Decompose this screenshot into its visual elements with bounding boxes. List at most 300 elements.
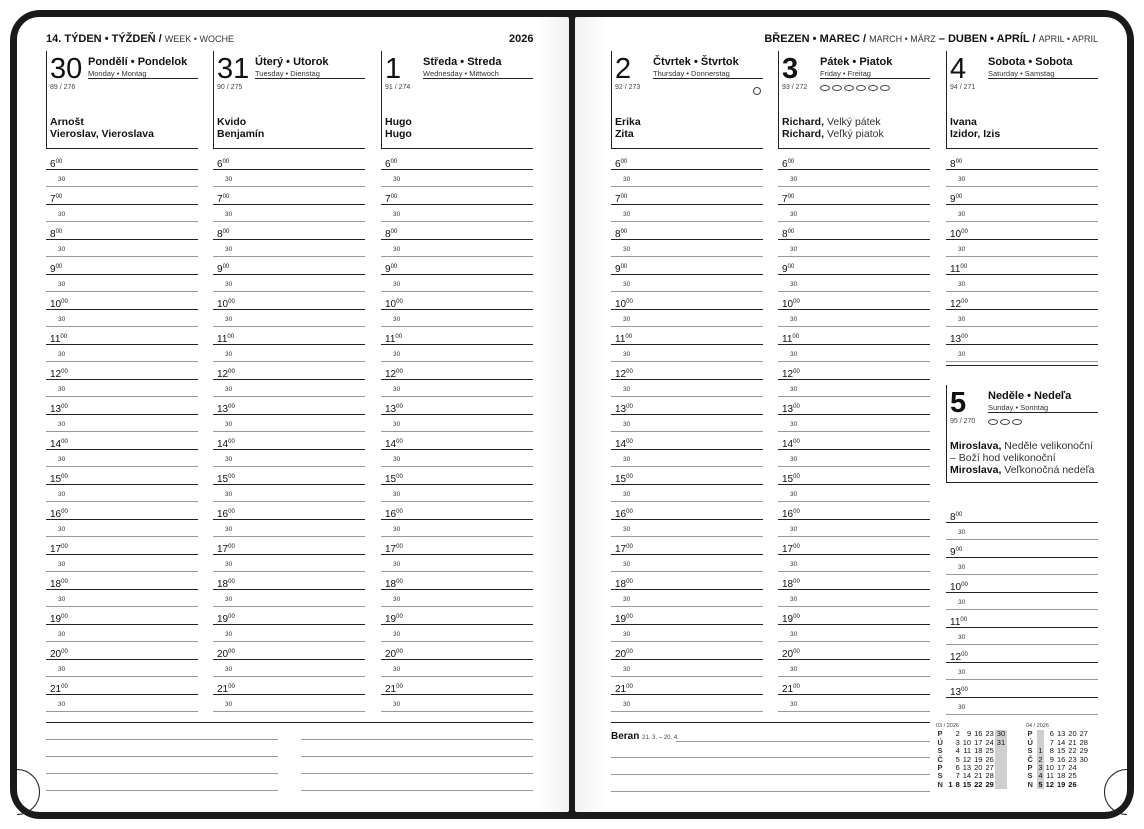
half-hour-line bbox=[946, 256, 1098, 257]
hour-minutes: 00 bbox=[626, 439, 633, 445]
day-name: Středa • Streda bbox=[423, 56, 502, 68]
hour-line bbox=[213, 239, 365, 240]
half-hour-label: 30 bbox=[393, 176, 401, 183]
half-hour-label: 30 bbox=[790, 456, 798, 463]
holiday-symbols bbox=[820, 85, 890, 91]
mini-calendar-date: 16 bbox=[974, 729, 983, 739]
half-hour-line bbox=[213, 221, 365, 222]
half-hour-line bbox=[213, 501, 365, 502]
hour-minutes: 00 bbox=[390, 159, 398, 165]
hour-minutes: 00 bbox=[228, 544, 235, 550]
hour-minutes: 00 bbox=[620, 159, 628, 165]
mini-calendar-date: 17 bbox=[1056, 763, 1066, 773]
day-number: 2 bbox=[615, 53, 632, 85]
half-hour-line bbox=[778, 466, 930, 467]
hour-value: 21 bbox=[385, 684, 397, 695]
mini-calendar-date: 20 bbox=[974, 763, 983, 773]
half-hour-line bbox=[778, 676, 930, 677]
half-hour-label: 30 bbox=[623, 386, 631, 393]
hour-minutes: 00 bbox=[961, 299, 968, 305]
mini-calendar-date bbox=[995, 764, 1006, 772]
hour-value: 20 bbox=[615, 649, 627, 660]
half-hour-label: 30 bbox=[58, 281, 66, 288]
half-hour-line bbox=[946, 326, 1098, 327]
half-hour-label: 30 bbox=[623, 666, 631, 673]
half-hour-label: 30 bbox=[58, 211, 66, 218]
nameday-sk: Benjamín bbox=[217, 128, 265, 140]
day-box-left bbox=[381, 51, 382, 148]
mini-calendar-date bbox=[995, 772, 1006, 780]
hour-minutes: 00 bbox=[626, 614, 633, 620]
half-hour-label: 30 bbox=[393, 491, 401, 498]
day-name: Úterý • Utorok bbox=[255, 56, 329, 68]
hour-value: 16 bbox=[782, 509, 794, 520]
hour-line bbox=[46, 344, 198, 345]
hour-minutes: 00 bbox=[961, 687, 968, 693]
hour-value: 8 bbox=[950, 159, 956, 170]
hour-minutes: 00 bbox=[955, 194, 963, 200]
hour-line bbox=[778, 344, 930, 345]
half-hour-label: 30 bbox=[393, 281, 401, 288]
half-hour-label: 30 bbox=[225, 351, 233, 358]
hour-line bbox=[946, 169, 1098, 170]
hour-value: 15 bbox=[782, 474, 794, 485]
hour-value: 12 bbox=[950, 299, 962, 310]
hour-value: 16 bbox=[50, 509, 62, 520]
half-hour-label: 30 bbox=[225, 386, 233, 393]
hour-minutes: 00 bbox=[626, 369, 633, 375]
hour-minutes: 00 bbox=[228, 509, 235, 515]
hour-value: 13 bbox=[385, 404, 397, 415]
mini-calendar-march bbox=[936, 722, 1007, 789]
mini-calendar-date: 3 bbox=[1038, 763, 1043, 773]
day-name-foreign: Thursday • Donnerstag bbox=[653, 69, 730, 78]
hour-line bbox=[46, 414, 198, 415]
country-symbol-icon bbox=[1000, 419, 1010, 425]
hour-line bbox=[381, 274, 533, 275]
hour-line bbox=[46, 694, 198, 695]
hour-value: 11 bbox=[615, 334, 626, 345]
hour-value: 12 bbox=[217, 369, 229, 380]
nameday-person: Miroslava, bbox=[950, 464, 1002, 476]
half-hour-label: 30 bbox=[623, 456, 631, 463]
day-name-underline bbox=[988, 412, 1098, 413]
half-hour-line bbox=[46, 711, 198, 712]
hour-value: 20 bbox=[217, 649, 229, 660]
mini-calendar-date: 28 bbox=[985, 771, 994, 781]
smile-icon bbox=[753, 87, 761, 95]
hour-line bbox=[946, 274, 1098, 275]
hour-line bbox=[213, 659, 365, 660]
mini-calendar-date bbox=[947, 756, 954, 764]
mini-calendar-date: 16 bbox=[1056, 754, 1066, 764]
hour-line bbox=[213, 589, 365, 590]
mini-calendar-date: 23 bbox=[1068, 754, 1077, 764]
hour-value: 19 bbox=[615, 614, 627, 625]
saturday-end-line bbox=[946, 365, 1098, 366]
half-hour-line bbox=[381, 221, 533, 222]
hour-line bbox=[611, 379, 763, 380]
nameday-sk: Izidor, Izis bbox=[950, 128, 1001, 140]
half-hour-label: 30 bbox=[393, 316, 401, 323]
hour-minutes: 00 bbox=[620, 229, 628, 235]
hour-minutes: 00 bbox=[626, 544, 633, 550]
hour-line bbox=[381, 694, 533, 695]
half-hour-label: 30 bbox=[623, 491, 631, 498]
half-hour-label: 30 bbox=[623, 596, 631, 603]
nameday-cz: Kvido bbox=[217, 116, 247, 128]
hour-minutes: 00 bbox=[227, 334, 235, 340]
hour-value: 11 bbox=[217, 334, 228, 345]
hour-line bbox=[778, 204, 930, 205]
mini-calendar-day-label: S bbox=[1027, 746, 1033, 756]
half-hour-label: 30 bbox=[393, 526, 401, 533]
day-of-year: 90 / 275 bbox=[217, 84, 243, 91]
half-hour-line bbox=[946, 714, 1098, 715]
half-hour-label: 30 bbox=[393, 351, 401, 358]
half-hour-line bbox=[213, 536, 365, 537]
hour-minutes: 00 bbox=[626, 474, 633, 480]
hour-value: 10 bbox=[615, 299, 627, 310]
half-hour-line bbox=[213, 291, 365, 292]
half-hour-line bbox=[46, 361, 198, 362]
mini-calendar-date: 17 bbox=[974, 737, 983, 747]
day-number: 4 bbox=[950, 53, 967, 85]
notes-line bbox=[301, 790, 533, 791]
half-hour-label: 30 bbox=[225, 211, 233, 218]
hour-minutes: 00 bbox=[626, 299, 633, 305]
hour-value: 17 bbox=[782, 544, 794, 555]
mini-calendar-date: 8 bbox=[1049, 746, 1054, 756]
half-hour-label: 30 bbox=[623, 631, 631, 638]
hour-line bbox=[778, 519, 930, 520]
hour-minutes: 00 bbox=[955, 512, 963, 518]
mini-calendar-date: 8 bbox=[955, 779, 960, 789]
hour-minutes: 00 bbox=[961, 652, 968, 658]
hour-minutes: 00 bbox=[955, 547, 963, 553]
hour-minutes: 00 bbox=[793, 579, 800, 585]
mini-calendar-date bbox=[947, 730, 954, 738]
hour-value: 12 bbox=[782, 369, 794, 380]
hour-line bbox=[778, 694, 930, 695]
mini-calendar-date: 9 bbox=[966, 729, 972, 739]
half-hour-line bbox=[213, 256, 365, 257]
hour-line bbox=[611, 449, 763, 450]
hour-minutes: 00 bbox=[55, 229, 63, 235]
hour-value: 8 bbox=[782, 229, 788, 240]
hour-line bbox=[46, 379, 198, 380]
hour-line bbox=[778, 239, 930, 240]
nameday-cz: Hugo bbox=[385, 116, 412, 128]
mini-calendar-title: 03 / 2026 bbox=[936, 723, 959, 729]
holiday-cz-cont: – Boží hod velikonoční bbox=[950, 452, 1056, 464]
half-hour-label: 30 bbox=[958, 246, 966, 253]
half-hour-line bbox=[381, 676, 533, 677]
half-hour-label: 30 bbox=[623, 176, 631, 183]
hour-minutes: 00 bbox=[390, 264, 398, 270]
hour-line bbox=[46, 204, 198, 205]
hour-minutes: 00 bbox=[793, 614, 800, 620]
hour-value: 20 bbox=[50, 649, 62, 660]
half-hour-line bbox=[381, 361, 533, 362]
hour-minutes: 00 bbox=[793, 404, 800, 410]
hour-value: 14 bbox=[615, 439, 627, 450]
mini-calendar-date: 10 bbox=[962, 737, 972, 747]
mini-calendar-date bbox=[1037, 730, 1044, 738]
half-hour-label: 30 bbox=[790, 526, 798, 533]
hour-minutes: 00 bbox=[61, 614, 68, 620]
half-hour-label: 30 bbox=[225, 316, 233, 323]
hour-value: 9 bbox=[217, 264, 223, 275]
mini-calendar-date bbox=[947, 764, 954, 772]
mini-calendar-date: 6 bbox=[955, 763, 960, 773]
day-of-year: 94 / 271 bbox=[950, 84, 976, 91]
day-name-foreign: Tuesday • Dienstag bbox=[255, 69, 320, 78]
hour-minutes: 00 bbox=[793, 649, 800, 655]
hour-value: 18 bbox=[385, 579, 397, 590]
hour-minutes: 00 bbox=[228, 299, 235, 305]
half-hour-line bbox=[46, 221, 198, 222]
hour-value: 8 bbox=[50, 229, 56, 240]
half-hour-label: 30 bbox=[623, 701, 631, 708]
mini-calendar-date bbox=[995, 747, 1006, 755]
hour-value: 12 bbox=[50, 369, 62, 380]
mini-calendar-date bbox=[1078, 764, 1089, 772]
hour-line bbox=[46, 449, 198, 450]
hour-line bbox=[381, 414, 533, 415]
mini-calendar-date: 22 bbox=[1068, 746, 1077, 756]
half-hour-label: 30 bbox=[790, 701, 798, 708]
hour-minutes: 00 bbox=[792, 334, 800, 340]
hour-minutes: 00 bbox=[228, 579, 235, 585]
half-hour-label: 30 bbox=[393, 456, 401, 463]
half-hour-line bbox=[778, 326, 930, 327]
half-hour-label: 30 bbox=[790, 386, 798, 393]
half-hour-line bbox=[611, 326, 763, 327]
hour-minutes: 00 bbox=[787, 229, 795, 235]
notes-line bbox=[46, 773, 278, 774]
mini-calendar-day-label: N bbox=[937, 779, 943, 789]
hour-value: 13 bbox=[950, 687, 962, 698]
hour-line bbox=[778, 169, 930, 170]
zodiac-range: 21. 3. – 20. 4. bbox=[642, 735, 679, 741]
hour-minutes: 00 bbox=[396, 369, 403, 375]
hour-minutes: 00 bbox=[961, 229, 968, 235]
right-corner-decoration bbox=[1104, 769, 1144, 815]
mini-calendar-date bbox=[1078, 781, 1089, 789]
nameday-cz: Ivana bbox=[950, 116, 977, 128]
hour-minutes: 00 bbox=[787, 264, 795, 270]
half-hour-line bbox=[46, 501, 198, 502]
hour-value: 7 bbox=[50, 194, 56, 205]
half-hour-line bbox=[611, 186, 763, 187]
notes-line bbox=[46, 739, 278, 740]
half-hour-line bbox=[946, 679, 1098, 680]
half-hour-line bbox=[46, 256, 198, 257]
hour-value: 8 bbox=[615, 229, 621, 240]
half-hour-line bbox=[611, 641, 763, 642]
half-hour-label: 30 bbox=[225, 526, 233, 533]
hour-line bbox=[778, 659, 930, 660]
day-name-underline bbox=[820, 78, 930, 79]
mini-calendar-date: 2 bbox=[955, 729, 960, 739]
mini-calendar-date: 12 bbox=[1045, 779, 1054, 789]
mini-calendar-date: 22 bbox=[974, 779, 983, 789]
mini-calendar-date: 26 bbox=[1068, 779, 1077, 789]
half-hour-line bbox=[611, 606, 763, 607]
holiday-sk: Veľkonočná nedeľa bbox=[1004, 464, 1095, 476]
half-hour-line bbox=[381, 431, 533, 432]
half-hour-line bbox=[778, 396, 930, 397]
mini-calendar-day-label: P bbox=[937, 763, 943, 773]
day-box-left bbox=[946, 385, 947, 482]
half-hour-label: 30 bbox=[958, 281, 966, 288]
hour-value: 14 bbox=[50, 439, 62, 450]
hour-value: 8 bbox=[217, 229, 223, 240]
mini-calendar-date: 10 bbox=[1045, 763, 1054, 773]
hour-value: 20 bbox=[385, 649, 397, 660]
hour-minutes: 00 bbox=[395, 334, 403, 340]
day-name: Pátek • Piatok bbox=[820, 56, 893, 68]
hour-value: 11 bbox=[782, 334, 793, 345]
hour-value: 7 bbox=[615, 194, 621, 205]
half-hour-line bbox=[946, 291, 1098, 292]
mini-calendar-day-label: S bbox=[937, 746, 943, 756]
hour-minutes: 00 bbox=[228, 649, 235, 655]
hour-line bbox=[611, 204, 763, 205]
half-hour-label: 30 bbox=[790, 421, 798, 428]
hour-minutes: 00 bbox=[793, 299, 800, 305]
holiday-cz: Velký pátek bbox=[826, 116, 881, 128]
day-box-left bbox=[611, 51, 612, 148]
hour-minutes: 00 bbox=[61, 439, 68, 445]
half-hour-label: 30 bbox=[225, 631, 233, 638]
day-of-year: 93 / 272 bbox=[782, 84, 808, 91]
hour-line bbox=[213, 484, 365, 485]
hour-value: 7 bbox=[217, 194, 223, 205]
half-hour-label: 30 bbox=[225, 176, 233, 183]
half-hour-line bbox=[46, 466, 198, 467]
hour-line bbox=[46, 484, 198, 485]
hour-value: 10 bbox=[782, 299, 794, 310]
half-hour-label: 30 bbox=[393, 596, 401, 603]
half-hour-label: 30 bbox=[393, 421, 401, 428]
mini-calendar-date: 4 bbox=[955, 746, 960, 756]
half-hour-line bbox=[946, 574, 1098, 575]
hour-value: 21 bbox=[615, 684, 627, 695]
day-name-underline bbox=[255, 78, 365, 79]
half-hour-line bbox=[778, 711, 930, 712]
half-hour-label: 30 bbox=[393, 631, 401, 638]
hour-value: 21 bbox=[217, 684, 229, 695]
mini-calendar-date: 26 bbox=[985, 754, 994, 764]
half-hour-line bbox=[946, 361, 1098, 362]
half-hour-line bbox=[381, 396, 533, 397]
hour-line bbox=[381, 344, 533, 345]
day-box-bottom bbox=[213, 148, 365, 149]
half-hour-label: 30 bbox=[958, 529, 966, 536]
hour-line bbox=[946, 697, 1098, 698]
hour-value: 9 bbox=[950, 194, 956, 205]
hour-minutes: 00 bbox=[960, 264, 968, 270]
hour-minutes: 00 bbox=[61, 649, 68, 655]
hour-line bbox=[213, 694, 365, 695]
mini-calendar-date: 18 bbox=[974, 746, 983, 756]
hour-minutes: 00 bbox=[626, 404, 633, 410]
hour-line bbox=[213, 519, 365, 520]
half-hour-label: 30 bbox=[58, 561, 66, 568]
hour-minutes: 00 bbox=[61, 544, 68, 550]
hour-line bbox=[946, 239, 1098, 240]
mini-calendar-date: 29 bbox=[985, 779, 994, 789]
country-symbol-icon bbox=[1012, 419, 1022, 425]
half-hour-line bbox=[381, 641, 533, 642]
hour-value: 12 bbox=[385, 369, 397, 380]
notes-line bbox=[611, 757, 930, 758]
country-symbol-icon bbox=[832, 85, 842, 91]
mini-calendar-april bbox=[1026, 722, 1089, 789]
mini-calendar-date bbox=[947, 747, 954, 755]
hour-line bbox=[46, 274, 198, 275]
mini-calendar-date: 27 bbox=[985, 763, 994, 773]
zodiac-label bbox=[611, 731, 679, 742]
half-hour-line bbox=[778, 641, 930, 642]
day-of-year: 89 / 276 bbox=[50, 84, 76, 91]
half-hour-line bbox=[778, 431, 930, 432]
half-hour-label: 30 bbox=[623, 211, 631, 218]
hour-value: 19 bbox=[385, 614, 397, 625]
hour-value: 16 bbox=[217, 509, 229, 520]
nameday-sk: Zita bbox=[615, 128, 634, 140]
half-hour-line bbox=[213, 396, 365, 397]
half-hour-line bbox=[213, 676, 365, 677]
hour-minutes: 00 bbox=[228, 439, 235, 445]
hour-minutes: 00 bbox=[61, 404, 68, 410]
hour-value: 19 bbox=[782, 614, 794, 625]
hour-minutes: 00 bbox=[396, 404, 403, 410]
half-hour-line bbox=[381, 326, 533, 327]
zodiac-underline bbox=[676, 741, 930, 742]
mini-calendar-title: 04 / 2026 bbox=[1026, 723, 1049, 729]
hour-minutes: 00 bbox=[222, 264, 230, 270]
hour-minutes: 00 bbox=[228, 684, 235, 690]
day-name-foreign: Wednesday • Mittwoch bbox=[423, 69, 499, 78]
day-number: 30 bbox=[50, 53, 83, 85]
hour-line bbox=[611, 659, 763, 660]
hour-value: 14 bbox=[217, 439, 229, 450]
hour-line bbox=[46, 589, 198, 590]
week-header: 14. TÝDEN • TÝŽDEŇ / WEEK • WOCHE bbox=[46, 33, 234, 45]
hour-line bbox=[946, 344, 1098, 345]
day-name: Čtvrtek • Štvrtok bbox=[653, 56, 739, 68]
hour-minutes: 00 bbox=[55, 159, 63, 165]
hour-line bbox=[381, 449, 533, 450]
day-box-bottom bbox=[381, 148, 533, 149]
half-hour-label: 30 bbox=[790, 561, 798, 568]
hour-value: 12 bbox=[950, 652, 962, 663]
half-hour-line bbox=[778, 361, 930, 362]
half-hour-label: 30 bbox=[790, 351, 798, 358]
mini-calendar-date: 18 bbox=[1056, 771, 1066, 781]
mini-calendar-day-label: P bbox=[1027, 763, 1033, 773]
hour-minutes: 00 bbox=[228, 369, 235, 375]
mini-calendar-date: 15 bbox=[1056, 746, 1066, 756]
year-label: 2026 bbox=[509, 33, 534, 45]
half-hour-line bbox=[46, 291, 198, 292]
half-hour-label: 30 bbox=[623, 316, 631, 323]
half-hour-label: 30 bbox=[958, 316, 966, 323]
hour-minutes: 00 bbox=[793, 439, 800, 445]
